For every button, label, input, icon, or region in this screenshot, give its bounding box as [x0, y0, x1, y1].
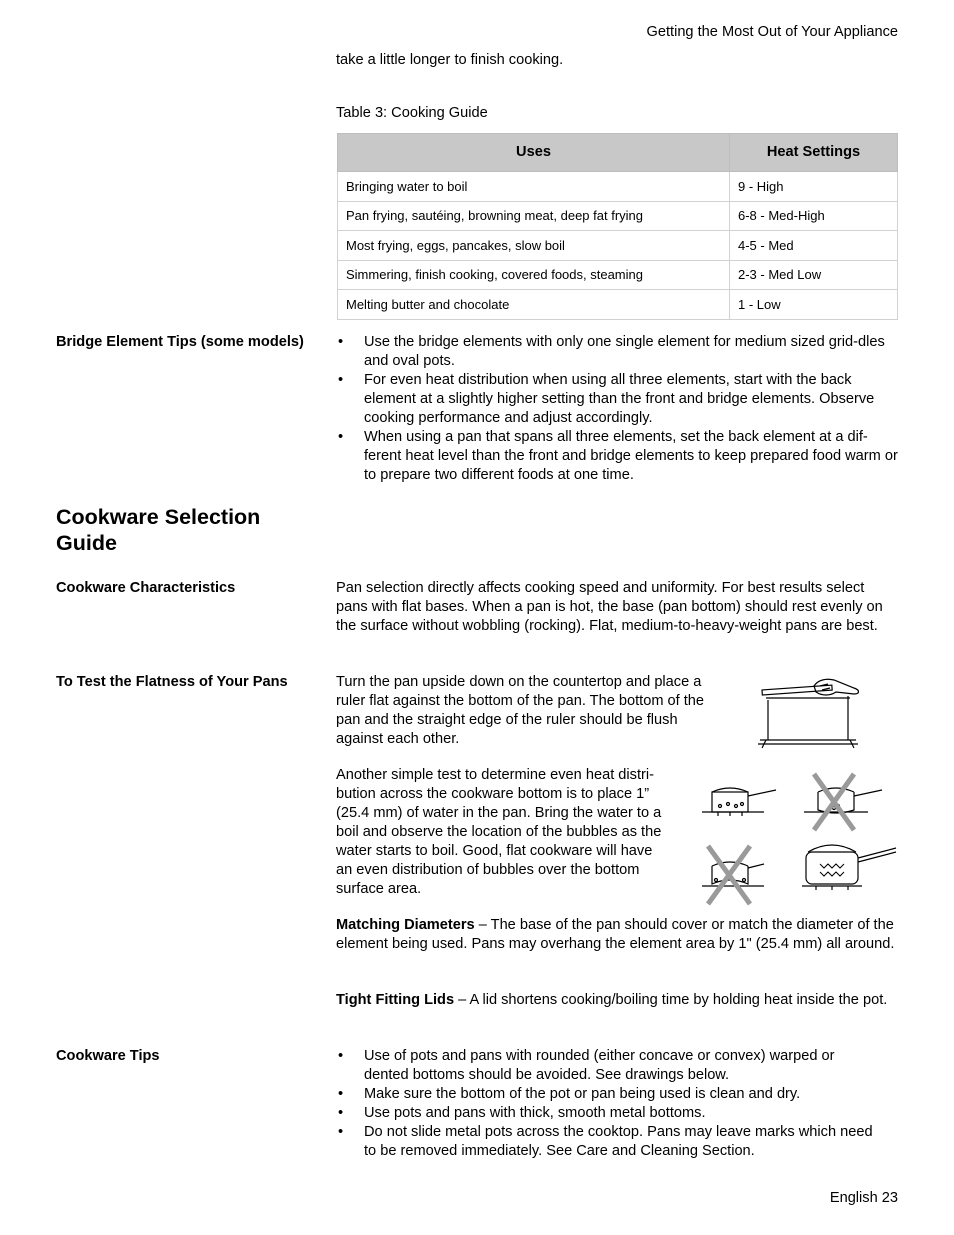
table-cell-heat: 6-8 - Med-High: [730, 201, 898, 231]
table-cell-heat: 4-5 - Med: [730, 231, 898, 261]
intro-text: take a little longer to finish cooking.: [336, 52, 564, 68]
table-cell-use: Pan frying, sautéing, browning meat, deep fat frying: [338, 201, 730, 231]
table-row: [338, 172, 898, 202]
concave-pan-bad-icon: [702, 846, 764, 904]
flatness-text-1: [336, 673, 704, 749]
text-line: Another simple test to determine even heat distri-: [336, 767, 654, 783]
text-line: Turn the pan upside down on the countertop and place a: [336, 674, 702, 690]
text-line: an even distribution of bubbles over the bottom: [336, 862, 640, 878]
matching-diameters-text: – The base of the pan should cover or match the diameter of the element being used. Pans may overhang the element area by 1" (25.4 mm) all around.: [336, 917, 895, 952]
table-row: [338, 201, 898, 231]
text-line: pan and the straight edge of the ruler should be flush: [336, 712, 678, 728]
page-footer: English 23: [829, 1190, 898, 1206]
text-line: against each other.: [336, 731, 460, 747]
list-item: • Make sure the bottom of the pot or pan being used is clean and dry.: [336, 1085, 878, 1104]
list-item: • Use pots and pans with thick, smooth metal bottoms.: [336, 1104, 878, 1123]
characteristics-text: Pan selection directly affects cooking speed and uniformity. For best results select pans with flat bases. When a pan is hot, the base (pan bottom) should rest evenly on the surface without wobbling (rocking). Flat, medium-to-heavy-weight pans are best.: [336, 580, 883, 634]
tight-fitting-lids-title: Tight Fitting Lids: [336, 992, 455, 1008]
bridge-tips-list: [336, 333, 902, 485]
text-line: boil and observe the location of the bubbles as the: [336, 824, 662, 840]
ruler-test-illustration: [756, 676, 866, 750]
table-cell-heat: 2-3 - Med Low: [730, 260, 898, 290]
flatness-text-2: [336, 766, 661, 899]
column-header-uses: Uses: [338, 134, 730, 172]
bridge-tips-label: Bridge Element Tips (some models): [56, 334, 304, 350]
page-header: Getting the Most Out of Your Appliance: [646, 24, 898, 40]
table-header-row: [338, 134, 898, 172]
convex-pan-bad-icon: [804, 774, 882, 830]
text-line: water starts to boil. Good, flat cookware will have: [336, 843, 653, 859]
flat-pan-good-icon: [702, 788, 776, 816]
table-cell-use: Bringing water to boil: [338, 172, 730, 202]
table-cell-heat: 1 - Low: [730, 290, 898, 320]
table-caption: Table 3: Cooking Guide: [336, 105, 488, 121]
tight-fitting-lids: [336, 991, 898, 1010]
text-line: ruler flat against the bottom of the pan. The bottom of the: [336, 693, 705, 709]
characteristics-label: Cookware Characteristics: [56, 580, 236, 596]
text-line: bution across the cookware bottom is to place 1”: [336, 786, 650, 802]
section-title: [56, 504, 296, 556]
table-row: [338, 260, 898, 290]
section-title-line: Guide: [56, 531, 117, 555]
table-cell-heat: 9 - High: [730, 172, 898, 202]
cookware-tips-list: [336, 1047, 878, 1161]
table-cell-use: Simmering, finish cooking, covered foods, steaming: [338, 260, 730, 290]
matching-diameters-title: Matching Diameters: [336, 917, 475, 933]
flatness-label: To Test the Flatness of Your Pans: [56, 674, 288, 690]
bubble-test-illustration: [698, 768, 898, 908]
text-line: (25.4 mm) of water in the pan. Bring the water to a: [336, 805, 662, 821]
tight-fitting-lids-text: – A lid shortens cooking/boiling time by holding heat inside the pot.: [454, 992, 888, 1008]
cookware-tips-label: Cookware Tips: [56, 1048, 160, 1064]
list-item: • For even heat distribution when using all three elements, start with the back element at a slightly higher setting than the front and bridge elements. Observe cooking performance and adjust accordingly.: [336, 371, 902, 428]
list-item: • Do not slide metal pots across the cooktop. Pans may leave marks which need to be removed immediately. See Care and Cleaning Section.: [336, 1123, 878, 1161]
large-pot-good-icon: [802, 845, 896, 890]
table-cell-use: Melting butter and chocolate: [338, 290, 730, 320]
list-item: • When using a pan that spans all three elements, set the back element at a dif-ferent heat level than the front and bridge elements to keep prepared food warm or to prepare two different foods at one time.: [336, 428, 902, 485]
section-title-line: Cookware Selection: [56, 505, 261, 529]
matching-diameters: [336, 916, 898, 954]
table-row: [338, 231, 898, 261]
list-item: • Use the bridge elements with only one single element for medium sized grid-dles and oval pots.: [336, 333, 902, 371]
table-row: [338, 290, 898, 320]
column-header-heat-settings: Heat Settings: [730, 134, 898, 172]
table-cell-use: Most frying, eggs, pancakes, slow boil: [338, 231, 730, 261]
text-line: surface area.: [336, 881, 422, 897]
cooking-guide-table: [337, 133, 898, 320]
list-item: • Use of pots and pans with rounded (either concave or convex) warped or dented bottoms should be avoided. See drawings below.: [336, 1047, 878, 1085]
